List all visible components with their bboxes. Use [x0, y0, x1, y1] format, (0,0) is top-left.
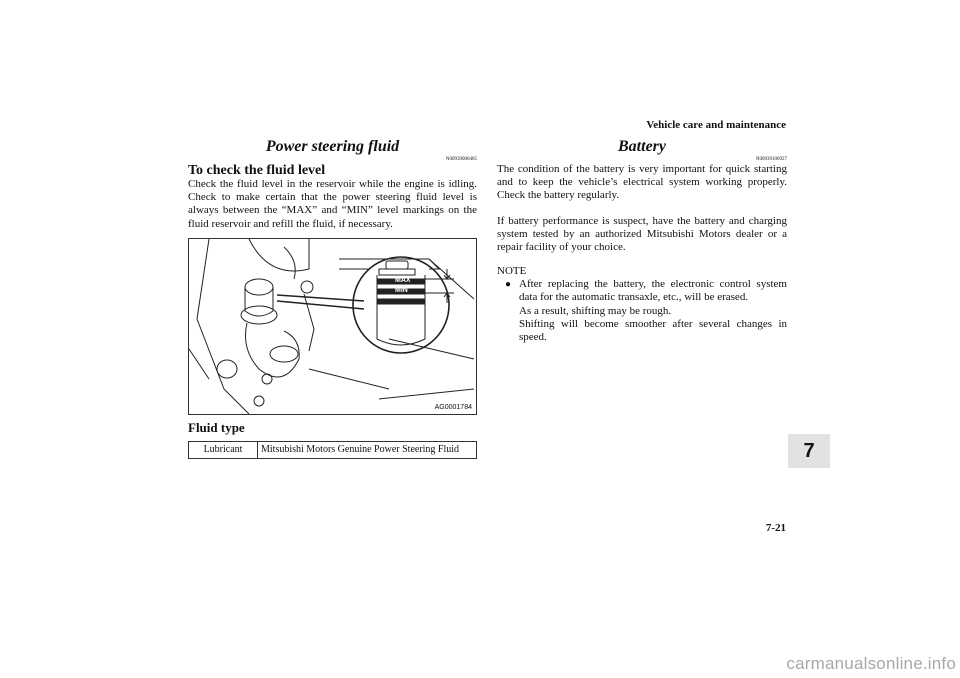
bullet-icon: ●: [505, 279, 512, 291]
note-line: After replacing the battery, the electronic control system data for the automatic transaxle, etc., will be erased.: [519, 278, 787, 304]
battery-paragraph-2: If battery performance is suspect, have the battery and charging system tested by an authorized Mitsubishi Motors dealer or a repair facility of your choice.: [497, 214, 787, 254]
section-title-battery: Battery: [618, 138, 666, 155]
section-title-power-steering: Power steering fluid: [265, 138, 400, 155]
table-key: Lubricant: [189, 441, 258, 458]
engine-bay-drawing: [189, 239, 476, 414]
label-min: MIN: [395, 286, 408, 294]
note-item: [505, 278, 787, 344]
section-code: N00939000405: [445, 157, 477, 162]
figure-code: AG0001784: [434, 403, 472, 411]
fluid-type-table: [188, 441, 477, 459]
note-line: Shifting will become smoother after several changes in speed.: [519, 317, 787, 344]
label-max: MAX: [395, 276, 411, 284]
chapter-tab: 7: [788, 434, 830, 468]
battery-paragraph-1: The condition of the battery is very important for quick starting and to keep the vehicle’s electrical system working properly. Check the battery regularly.: [497, 163, 787, 202]
zoom-circle: [353, 257, 449, 353]
reservoir-illustration: [188, 238, 477, 415]
table-value: Mitsubishi Motors Genuine Power Steering Fluid: [258, 441, 477, 458]
left-column: [188, 138, 477, 459]
table-row: [189, 441, 477, 458]
section-code: N00939100927: [755, 157, 787, 162]
subtitle-check-fluid: To check the fluid level: [188, 163, 326, 178]
reservoir-cap-shape: [245, 279, 273, 295]
page-number: 7-21: [765, 522, 786, 534]
header-title: Vehicle care and maintenance: [646, 119, 786, 131]
watermark: carmanualsonline.info: [786, 654, 956, 673]
note-label: NOTE: [497, 265, 527, 278]
right-column: [497, 138, 787, 344]
fluid-type-title: Fluid type: [188, 419, 245, 435]
note-line: As a result, shifting may be rough.: [519, 304, 672, 317]
fluid-check-paragraph: Check the fluid level in the reservoir while the engine is idling. Check to make certain that the power steering fluid level is always between the “MAX” and “MIN” level markings on the fluid reservoir and refill the fluid, if necessary.: [188, 178, 477, 230]
